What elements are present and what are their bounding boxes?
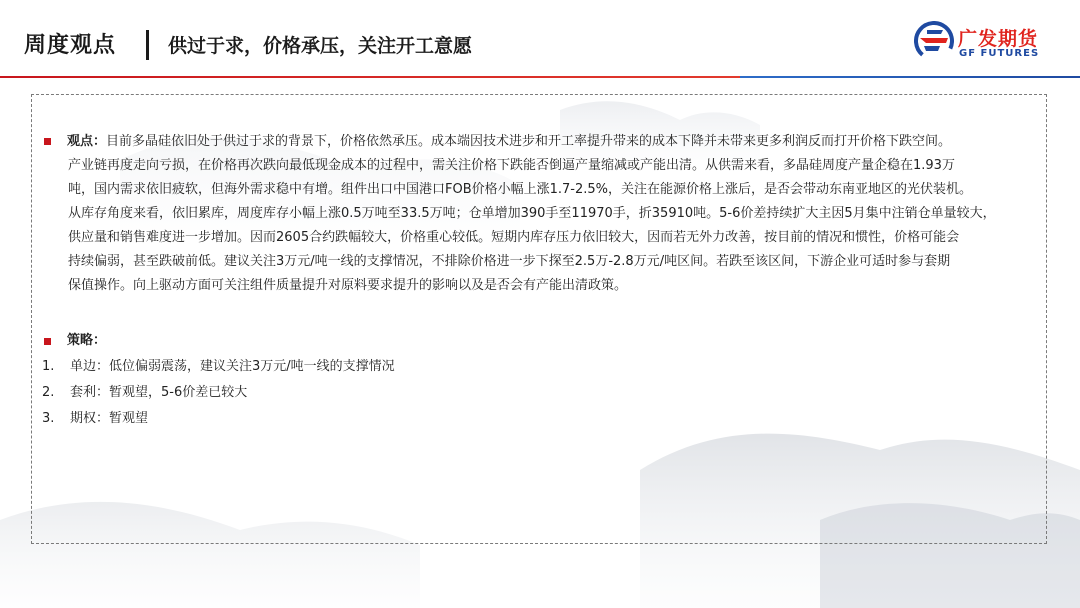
strategy-heading (40, 328, 1038, 354)
red-square-bullet-icon (44, 338, 51, 345)
red-square-bullet-icon (44, 138, 51, 145)
strategy-item-number: 2. (42, 385, 55, 400)
page-subtitle: 供过于求，价格承压，关注开工意愿 (168, 35, 473, 57)
strategy-item (40, 406, 1038, 432)
gf-futures-logo (914, 21, 1054, 65)
header-divider (0, 76, 1080, 78)
logo-english-text: GF FUTURES (959, 48, 1040, 59)
strategy-item-text: 单边：低位偏弱震荡，建议关注3万元/吨一线的支撑情况 (70, 359, 395, 374)
strategy-heading-text: 策略： (67, 333, 107, 348)
viewpoint-line (40, 130, 1038, 154)
viewpoint-text: 目前多晶硅依旧处于供过于求的背景下，价格依然承压。成本端因技术进步和开工率提升带来的成本下降并未带来更多利润反而打开价格下跌空间。 (106, 134, 952, 149)
strategy-item-number: 1. (42, 359, 55, 374)
viewpoint-line: 持续偏弱，甚至跌破前低。建议关注3万元/吨一线的支撑情况，不排除价格进一步下探至2.5万-2.8万元/吨区间。若跌至该区间，下游企业可适时参与套期 (68, 254, 951, 269)
strategy-item-number: 3. (42, 411, 55, 426)
logo-chinese-text: 广发期货 (958, 28, 1039, 50)
strategy-item-text: 期权：暂观望 (70, 411, 149, 426)
strategy-item (40, 354, 1038, 380)
viewpoint-line: 供应量和销售难度进一步增加。因而2605合约跌幅较大，价格重心较低。短期内库存压力依旧较大，因而若无外力改善，按目前的情况和惯性，价格可能会 (68, 230, 960, 245)
viewpoint-label: 观点： (67, 134, 107, 149)
divider-red-segment (0, 76, 740, 78)
title-separator (146, 30, 149, 60)
viewpoint-line: 吨，国内需求依旧疲软，但海外需求稳中有增。组件出口中国港口FOB价格小幅上涨1.7-2.5%，关注在能源价格上涨后，是否会带动东南亚地区的光伏装机。 (68, 182, 973, 197)
strategy-item-text: 套利：暂观望，5-6价差已较大 (70, 385, 248, 400)
gf-logo-icon (914, 21, 954, 61)
viewpoint-line: 产业链再度走向亏损，在价格再次跌向最低现金成本的过程中，需关注价格下跌能否倒逼产量缩减或产能出清。从供需来看，多晶硅周度产量企稳在1.93万 (68, 158, 955, 173)
strategy-section (40, 328, 1038, 432)
viewpoint-paragraph (40, 130, 1038, 298)
strategy-item (40, 380, 1038, 406)
divider-blue-segment (740, 76, 1080, 78)
viewpoint-line: 保值操作。向上驱动方面可关注组件质量提升对原料要求提升的影响以及是否会有产能出清政策。 (68, 278, 628, 293)
viewpoint-line: 从库存角度来看，依旧累库，周度库存小幅上涨0.5万吨至33.5万吨；仓单增加390手至11970手，折35910吨。5-6价差持续扩大主因5月集中注销仓单量较大， (68, 206, 996, 221)
page-title: 周度观点 (24, 33, 117, 58)
